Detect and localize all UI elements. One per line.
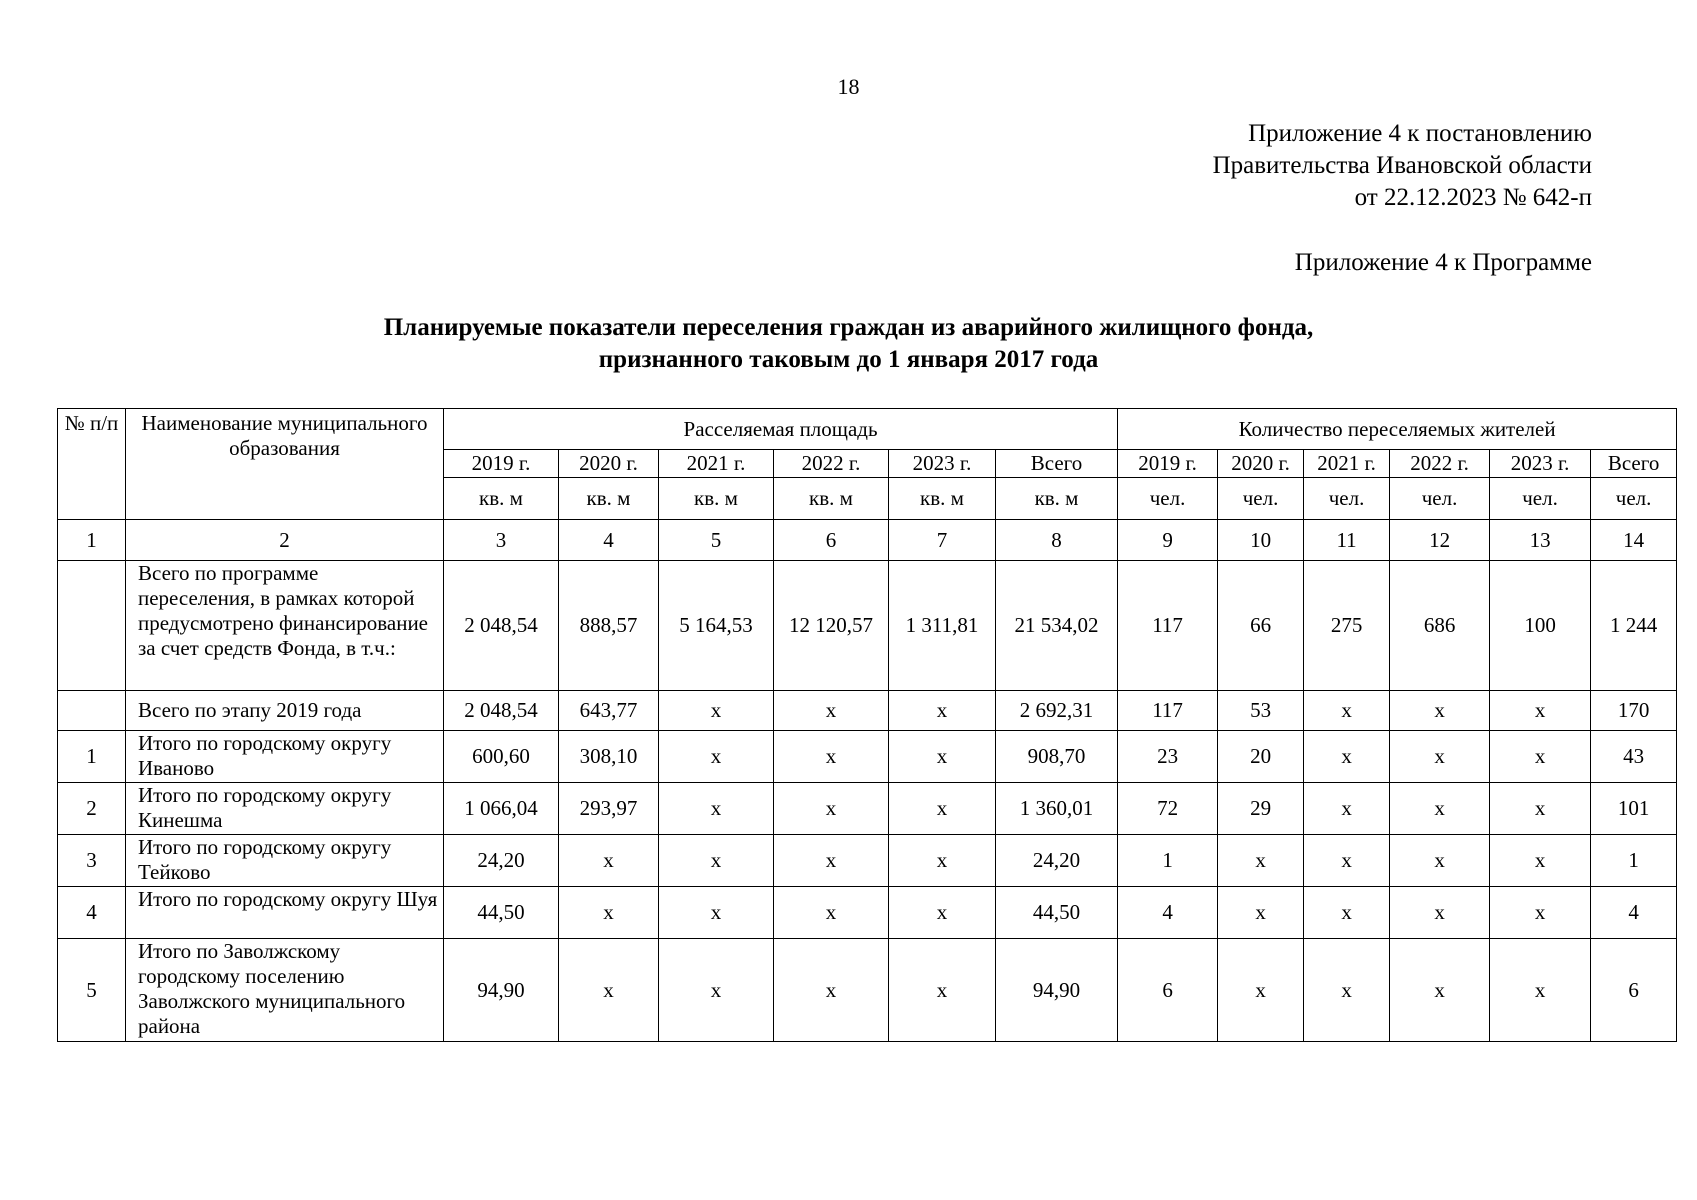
residents-value-cell: 4 xyxy=(1591,887,1677,939)
header-residents-year: 2023 г. xyxy=(1490,450,1591,478)
residents-value-cell: 275 xyxy=(1304,561,1390,691)
area-value-cell: 1 360,01 xyxy=(996,783,1118,835)
area-value-cell: х xyxy=(774,939,889,1042)
header-column-number: 5 xyxy=(659,520,774,561)
residents-value-cell: 20 xyxy=(1218,731,1304,783)
area-value-cell: х xyxy=(889,835,996,887)
attachment-line-2: Правительства Ивановской области xyxy=(1212,152,1592,179)
residents-value-cell: х xyxy=(1490,835,1591,887)
residents-value-cell: х xyxy=(1390,939,1490,1042)
header-column-number: 12 xyxy=(1390,520,1490,561)
page-number: 18 xyxy=(837,74,860,99)
attachment-line-1: Приложение 4 к постановлению xyxy=(1248,120,1592,147)
attachment-program: Приложение 4 к Программе xyxy=(1294,249,1592,276)
residents-value-cell: 100 xyxy=(1490,561,1591,691)
area-value-cell: х xyxy=(659,835,774,887)
area-value-cell: 5 164,53 xyxy=(659,561,774,691)
residents-value-cell: 66 xyxy=(1218,561,1304,691)
header-area-year: Всего xyxy=(996,450,1118,478)
attachment-block xyxy=(1213,118,1592,214)
header-residents-unit: чел. xyxy=(1490,478,1591,520)
municipality-name-cell: Итого по Заволжскому городскому поселению Заволжского муниципального района xyxy=(126,939,444,1042)
residents-value-cell: 170 xyxy=(1591,691,1677,731)
residents-value-cell: х xyxy=(1490,887,1591,939)
area-value-cell: 643,77 xyxy=(559,691,659,731)
header-residents-year: Всего xyxy=(1591,450,1677,478)
municipality-name-cell: Итого по городскому округу Иваново xyxy=(126,731,444,783)
row-number-cell: 3 xyxy=(58,835,126,887)
header-column-number: 13 xyxy=(1490,520,1591,561)
document-title xyxy=(0,312,1697,376)
header-residents-year: 2022 г. xyxy=(1390,450,1490,478)
area-value-cell: 94,90 xyxy=(444,939,559,1042)
header-column-number: 1 xyxy=(58,520,126,561)
header-area-year: 2019 г. xyxy=(444,450,559,478)
residents-value-cell: х xyxy=(1304,783,1390,835)
residents-value-cell: 117 xyxy=(1118,561,1218,691)
residents-value-cell: 6 xyxy=(1118,939,1218,1042)
residents-value-cell: 72 xyxy=(1118,783,1218,835)
header-residents-year: 2020 г. xyxy=(1218,450,1304,478)
residents-value-cell: х xyxy=(1490,731,1591,783)
municipality-name-cell: Итого по городскому округу Тейково xyxy=(126,835,444,887)
header-area-unit: кв. м xyxy=(559,478,659,520)
area-value-cell: 2 048,54 xyxy=(444,561,559,691)
header-area-group: Расселяемая площадь xyxy=(444,409,1118,450)
residents-value-cell: 1 xyxy=(1118,835,1218,887)
header-residents-unit: чел. xyxy=(1390,478,1490,520)
residents-value-cell: 1 xyxy=(1591,835,1677,887)
municipality-name-cell: Итого по городскому округу Шуя xyxy=(126,887,444,939)
header-residents-unit: чел. xyxy=(1218,478,1304,520)
header-column-number: 4 xyxy=(559,520,659,561)
attachment-line-3: от 22.12.2023 № 642-п xyxy=(1354,184,1592,211)
residents-value-cell: х xyxy=(1218,939,1304,1042)
residents-value-cell: х xyxy=(1490,783,1591,835)
row-number-cell: 2 xyxy=(58,783,126,835)
area-value-cell: 1 311,81 xyxy=(889,561,996,691)
header-residents-group: Количество переселяемых жителей xyxy=(1118,409,1677,450)
area-value-cell: 2 692,31 xyxy=(996,691,1118,731)
header-area-unit: кв. м xyxy=(444,478,559,520)
area-value-cell: 2 048,54 xyxy=(444,691,559,731)
header-residents-year: 2019 г. xyxy=(1118,450,1218,478)
header-area-unit: кв. м xyxy=(996,478,1118,520)
residents-value-cell: х xyxy=(1390,691,1490,731)
area-value-cell: х xyxy=(559,939,659,1042)
table-row xyxy=(58,561,1677,691)
residents-value-cell: 1 244 xyxy=(1591,561,1677,691)
header-name: Наименование муниципального образования xyxy=(126,409,444,520)
residents-value-cell: х xyxy=(1304,887,1390,939)
residents-value-cell: х xyxy=(1304,731,1390,783)
area-value-cell: 908,70 xyxy=(996,731,1118,783)
table-row xyxy=(58,835,1677,887)
area-value-cell: 308,10 xyxy=(559,731,659,783)
area-value-cell: х xyxy=(889,939,996,1042)
document-title-line-1: Планируемые показатели переселения граждан из аварийного жилищного фонда, xyxy=(383,314,1314,341)
area-value-cell: 24,20 xyxy=(444,835,559,887)
table-row xyxy=(58,887,1677,939)
residents-value-cell: х xyxy=(1218,887,1304,939)
residents-value-cell: 686 xyxy=(1390,561,1490,691)
residents-value-cell: х xyxy=(1390,887,1490,939)
header-column-number: 6 xyxy=(774,520,889,561)
header-area-unit: кв. м xyxy=(659,478,774,520)
residents-value-cell: 43 xyxy=(1591,731,1677,783)
area-value-cell: 12 120,57 xyxy=(774,561,889,691)
residents-value-cell: 53 xyxy=(1218,691,1304,731)
area-value-cell: 888,57 xyxy=(559,561,659,691)
table-row xyxy=(58,939,1677,1042)
row-number-cell xyxy=(58,691,126,731)
header-area-year: 2021 г. xyxy=(659,450,774,478)
municipality-name-cell: Итого по городскому округу Кинешма xyxy=(126,783,444,835)
area-value-cell: х xyxy=(559,835,659,887)
row-number-cell xyxy=(58,561,126,691)
header-column-number: 11 xyxy=(1304,520,1390,561)
area-value-cell: х xyxy=(659,939,774,1042)
residents-value-cell: х xyxy=(1390,731,1490,783)
residents-value-cell: х xyxy=(1390,835,1490,887)
table-row xyxy=(58,731,1677,783)
municipality-name-cell: Всего по этапу 2019 года xyxy=(126,691,444,731)
header-column-number: 7 xyxy=(889,520,996,561)
area-value-cell: х xyxy=(774,783,889,835)
header-column-number: 9 xyxy=(1118,520,1218,561)
header-residents-unit: чел. xyxy=(1591,478,1677,520)
area-value-cell: х xyxy=(659,731,774,783)
area-value-cell: 600,60 xyxy=(444,731,559,783)
residents-value-cell: 117 xyxy=(1118,691,1218,731)
header-residents-unit: чел. xyxy=(1304,478,1390,520)
document-title-line-2: признанного таковым до 1 января 2017 года xyxy=(598,346,1099,373)
residents-value-cell: 4 xyxy=(1118,887,1218,939)
area-value-cell: х xyxy=(889,731,996,783)
header-column-number: 3 xyxy=(444,520,559,561)
header-column-number: 10 xyxy=(1218,520,1304,561)
residents-value-cell: х xyxy=(1304,691,1390,731)
header-residents-year: 2021 г. xyxy=(1304,450,1390,478)
header-area-year: 2020 г. xyxy=(559,450,659,478)
residents-value-cell: 23 xyxy=(1118,731,1218,783)
header-column-number: 14 xyxy=(1591,520,1677,561)
area-value-cell: х xyxy=(774,835,889,887)
area-value-cell: х xyxy=(774,691,889,731)
header-residents-unit: чел. xyxy=(1118,478,1218,520)
area-value-cell: х xyxy=(774,731,889,783)
header-num: № п/п xyxy=(58,409,126,520)
area-value-cell: х xyxy=(659,887,774,939)
residents-value-cell: х xyxy=(1490,691,1591,731)
residents-value-cell: х xyxy=(1304,939,1390,1042)
header-area-unit: кв. м xyxy=(889,478,996,520)
residents-value-cell: 101 xyxy=(1591,783,1677,835)
residents-value-cell: 29 xyxy=(1218,783,1304,835)
header-area-year: 2023 г. xyxy=(889,450,996,478)
area-value-cell: х xyxy=(659,691,774,731)
area-value-cell: 94,90 xyxy=(996,939,1118,1042)
municipality-name-cell: Всего по программе переселения, в рамках которой предусмотрено финансирование за счет средств Фонда, в т.ч.: xyxy=(126,561,444,691)
area-value-cell: х xyxy=(559,887,659,939)
area-value-cell: 293,97 xyxy=(559,783,659,835)
area-value-cell: 44,50 xyxy=(996,887,1118,939)
row-number-cell: 1 xyxy=(58,731,126,783)
table-row xyxy=(58,691,1677,731)
area-value-cell: х xyxy=(774,887,889,939)
area-value-cell: х xyxy=(889,887,996,939)
area-value-cell: 44,50 xyxy=(444,887,559,939)
header-area-year: 2022 г. xyxy=(774,450,889,478)
residents-value-cell: х xyxy=(1218,835,1304,887)
area-value-cell: х xyxy=(889,691,996,731)
row-number-cell: 4 xyxy=(58,887,126,939)
row-number-cell: 5 xyxy=(58,939,126,1042)
table-row xyxy=(58,783,1677,835)
header-column-number: 8 xyxy=(996,520,1118,561)
area-value-cell: х xyxy=(889,783,996,835)
header-area-unit: кв. м xyxy=(774,478,889,520)
area-value-cell: 1 066,04 xyxy=(444,783,559,835)
residents-value-cell: 6 xyxy=(1591,939,1677,1042)
header-column-number: 2 xyxy=(126,520,444,561)
residents-value-cell: х xyxy=(1304,835,1390,887)
area-value-cell: 21 534,02 xyxy=(996,561,1118,691)
residents-value-cell: х xyxy=(1490,939,1591,1042)
residents-value-cell: х xyxy=(1390,783,1490,835)
area-value-cell: х xyxy=(659,783,774,835)
resettlement-table xyxy=(57,408,1677,1042)
area-value-cell: 24,20 xyxy=(996,835,1118,887)
